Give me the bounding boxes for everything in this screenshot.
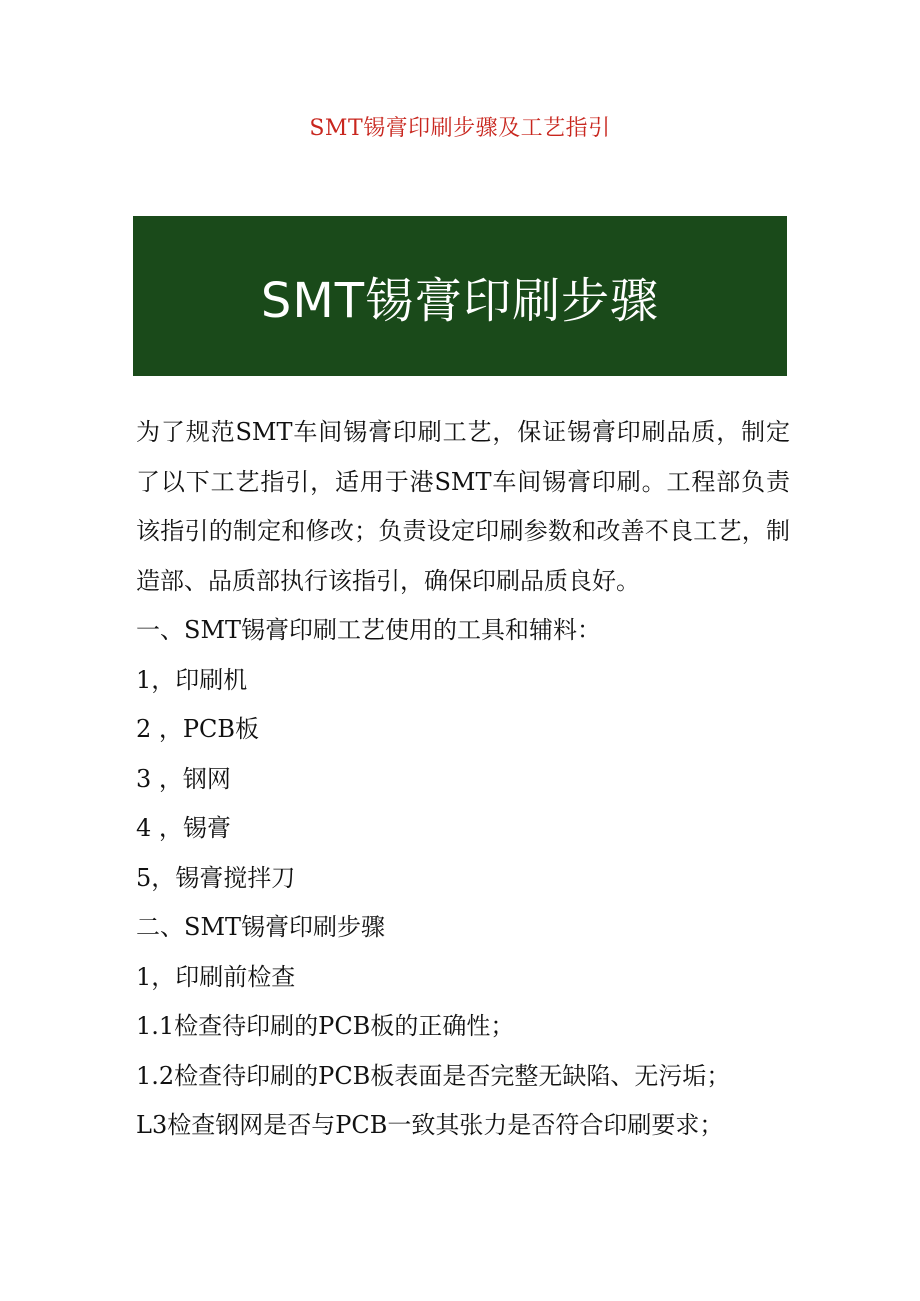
list-item: 1.2检查待印刷的PCB板表面是否完整无缺陷、无污垢； — [136, 1061, 731, 1090]
list-item: 1，印刷前检查 — [136, 962, 296, 991]
section-heading-steps: 二、SMT锡膏印刷步骤 — [136, 913, 386, 941]
list-item: 5，锡膏搅拌刀 — [136, 863, 296, 892]
banner-heading: SMT锡膏印刷步骤 — [260, 272, 660, 329]
section-banner — [133, 216, 787, 376]
document-body — [136, 408, 790, 1151]
intro-paragraph: 为了规范SMT车间锡膏印刷工艺，保证锡膏印刷品质，制定了以下工艺指引，适用于港SMT车间锡膏印刷。工程部负责该指引的制定和修改；负责设定印刷参数和改善不良工艺，制造部、品质部执行该指引，确保印刷品质良好。 — [136, 418, 790, 595]
section-heading-tools: 一、SMT锡膏印刷工艺使用的工具和辅料： — [136, 616, 602, 644]
list-item: L3检查钢网是否与PCB一致其张力是否符合印刷要求； — [136, 1111, 724, 1139]
list-item: 1.1检查待印刷的PCB板的正确性； — [136, 1012, 515, 1040]
list-item: 1，印刷机 — [136, 665, 248, 694]
list-item: 4 ，锡膏 — [136, 814, 231, 842]
document-title: SMT锡膏印刷步骤及工艺指引 — [309, 116, 611, 141]
list-item: 2 ，PCB板 — [136, 715, 260, 743]
list-item: 3 ，钢网 — [136, 764, 231, 793]
